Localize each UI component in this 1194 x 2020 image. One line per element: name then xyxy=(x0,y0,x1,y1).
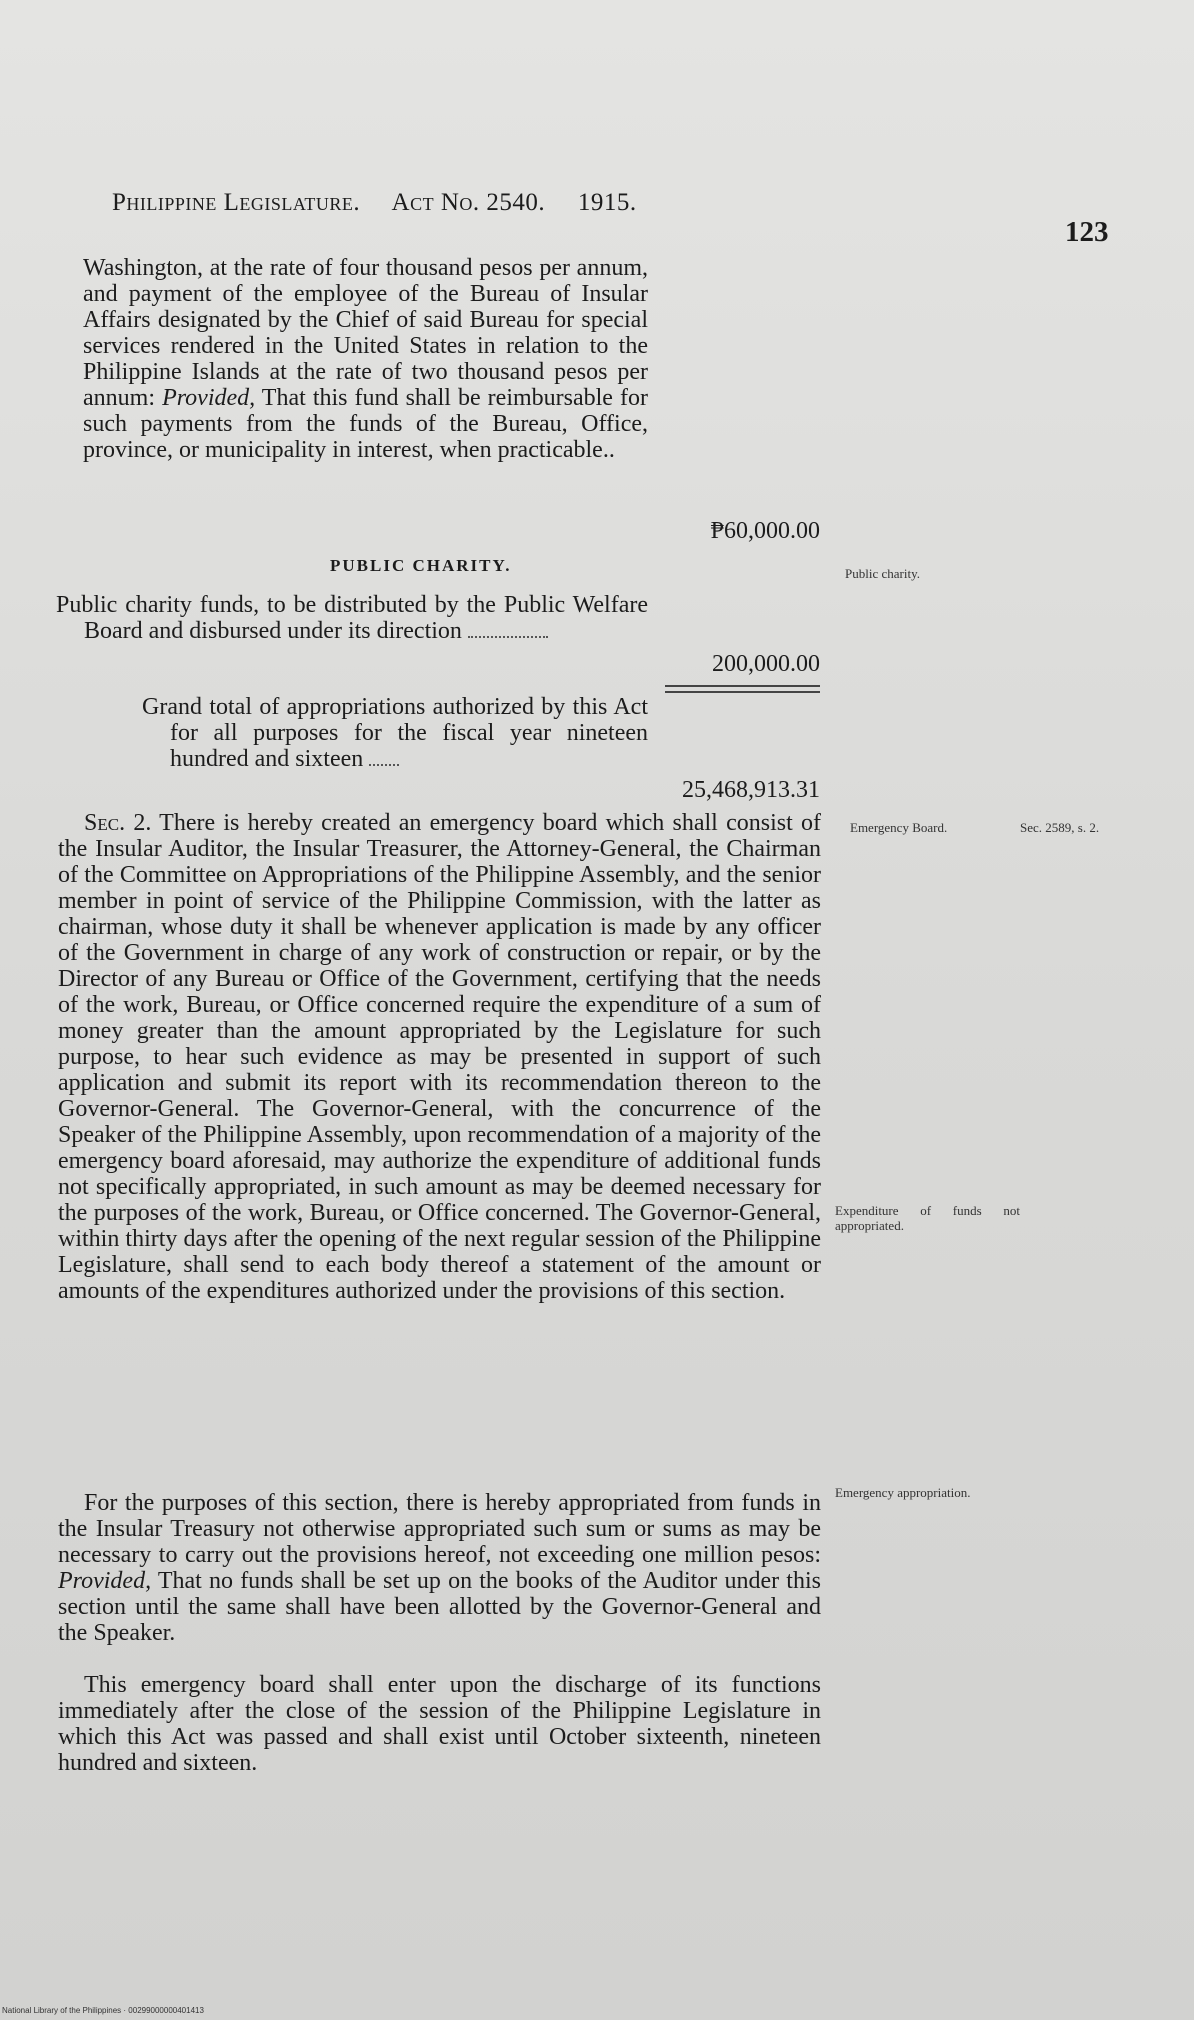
grand-total-text-span: Grand total of appropriations authorized by this Act for all purposes for the fiscal year nineteen hundred and sixteen xyxy=(142,694,648,772)
public-charity-text-span: Public charity funds, to be distributed by the Public Welfare Board and disbursed under its direction xyxy=(56,592,648,644)
section2-paragraph2-after: That no funds shall be set up on the books of the Auditor under this section until the same shall have been allotted by the Governor-General and the Speaker. xyxy=(58,1568,821,1646)
public-charity-text xyxy=(56,592,648,644)
margin-note-emergency-board: Emergency Board. xyxy=(850,820,948,835)
item1-proviso: Provided, xyxy=(162,385,256,411)
grand-total-amount: 25,468,913.31 xyxy=(682,777,820,803)
margin-note-emergency-appropriation: Emergency appropriation. xyxy=(835,1485,971,1500)
item1-text xyxy=(83,255,648,463)
item1-text-after: That this fund shall be reimbursable for such payments from the funds of the Bureau, Office, province, or municipality in interest, when practicable.. xyxy=(83,385,648,463)
header-year: 1915. xyxy=(577,189,637,216)
margin-note-public-charity: Public charity. xyxy=(845,566,920,581)
page-number: 123 xyxy=(1065,216,1109,248)
header-legislature: Philippine Legislature. xyxy=(112,189,361,216)
margin-note-expenditure: Expenditure of funds not appropriated. xyxy=(835,1203,1020,1233)
margin-note-sec-ref: Sec. 2589, s. 2. xyxy=(1020,820,1100,835)
scan-footer: National Library of the Philippines · 00299000000401413 xyxy=(2,2006,204,2015)
dot-leader xyxy=(468,636,548,638)
section2-paragraph2-proviso: Provided, xyxy=(58,1568,152,1594)
section2-paragraph3 xyxy=(58,1672,821,1776)
public-charity-amount: 200,000.00 xyxy=(712,651,820,677)
running-header xyxy=(112,189,663,217)
item1-text-before: Washington, at the rate of four thousand pesos per annum, and payment of the employee of the Bureau of Insular Affairs designated by the Chief of said Bureau for special services rendered in the United States in relation to the Philippine Islands at the rate of two thousand pesos per annum: xyxy=(83,255,648,411)
double-rule-top xyxy=(665,685,820,687)
section2-paragraph1-text: There is hereby created an emergency board which shall consist of the Insular Auditor, the Insular Treasurer, the Attorney-General, the Chairman of the Committee on Appropriations of the Philippine Assembly, and the senior member in point of service of the Philippine Commission, with the latter as chairman, whose duty it shall be whenever application is made by any officer of the Government in charge of any work of construction or repair, or by the Director of any Bureau or Office of the Government, certifying that the needs of the work, Bureau, or Office concerned require the expenditure of a sum of money greater than the amount appropriated by the Legislature for such purpose, to hear such evidence as may be presented in support of such application and submit its report with its recommendation thereon to the Governor-General. The Governor-General, with the concurrence of the Speaker of the Philippine Assembly, upon recommendation of a majority of the emergency board aforesaid, may authorize the expenditure of additional funds not specifically appropriated, in such amount as may be deemed necessary for the purposes of the work, Bureau, or Office concerned. The Governor-General, within thirty days after the opening of the next regular session of the Philippine Legislature, shall send to each body thereof a statement of the amount or amounts of the expenditures authorized under the provisions of this section. xyxy=(58,810,821,1304)
dot-leader xyxy=(369,764,399,766)
grand-total-text xyxy=(142,694,648,772)
sec-label: Sec. 2. xyxy=(84,810,152,836)
double-rule-bottom xyxy=(665,691,820,693)
section2-paragraph1 xyxy=(58,810,821,1304)
header-act: Act No. 2540. xyxy=(391,189,546,216)
section2-paragraph2 xyxy=(58,1490,821,1646)
section2-paragraph3-text: This emergency board shall enter upon the discharge of its functions immediately after the close of the session of the Philippine Legislature in which this Act was passed and shall exist until October sixteenth, nineteen hundred and sixteen. xyxy=(58,1672,821,1776)
public-charity-heading: PUBLIC CHARITY. xyxy=(330,556,512,575)
section2-paragraph2-before: For the purposes of this section, there is hereby appropriated from funds in the Insular Treasury not otherwise appropriated such sum or sums as may be necessary to carry out the provisions hereof, not exceeding one million pesos: xyxy=(58,1490,821,1568)
item1-amount: ₱60,000.00 xyxy=(710,518,820,544)
